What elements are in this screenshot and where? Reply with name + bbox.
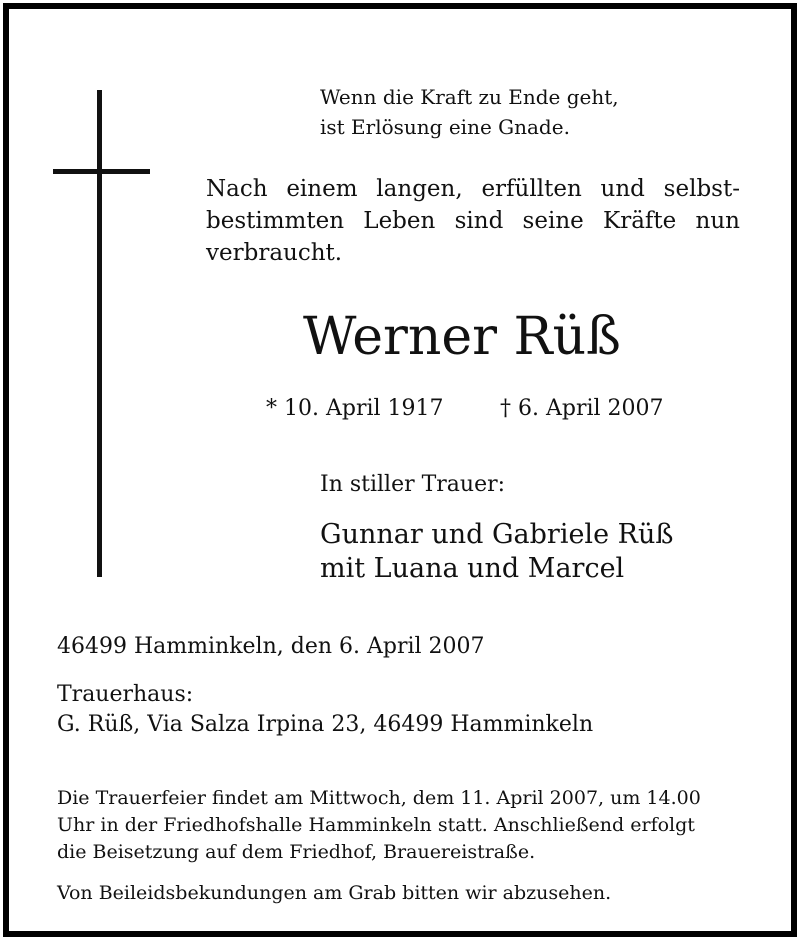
intro-line: bestimmten Leben sind seine Kräfte nun: [206, 208, 740, 234]
condolence-request: Von Beileidsbekundungen am Grab bitten wir abzusehen.: [57, 882, 612, 904]
ceremony-line: Uhr in der Friedhofshalle Hamminkeln statt. Anschließend erfolgt: [57, 814, 695, 836]
mourning-house-label: Trauerhaus:: [57, 682, 194, 707]
mourners-heading: In stiller Trauer:: [320, 472, 506, 497]
mourning-house: [57, 680, 593, 740]
motto-line: ist Erlösung eine Gnade.: [320, 115, 570, 139]
ceremony-line: Die Trauerfeier findet am Mittwoch, dem 11. April 2007, um 14.00: [57, 787, 701, 809]
intro-line: verbraucht.: [206, 240, 343, 266]
mourners-line: Gunnar und Gabriele Rüß: [320, 519, 674, 550]
place-date: 46499 Hamminkeln, den 6. April 2007: [57, 634, 485, 659]
cross-icon-vertical-beam: [97, 90, 102, 577]
mourners-line: mit Luana und Marcel: [320, 553, 625, 584]
motto-quote: [320, 82, 619, 142]
cross-icon-horizontal-beam: [53, 169, 150, 174]
death-date: † 6. April 2007: [500, 396, 664, 421]
mourning-house-address: G. Rüß, Via Salza Irpina 23, 46499 Hamminkeln: [57, 712, 594, 737]
intro-line: Nach einem langen, erfüllten und selbst-: [206, 176, 740, 202]
birth-date: * 10. April 1917: [266, 396, 444, 421]
ceremony-line: die Beisetzung auf dem Friedhof, Brauereistraße.: [57, 841, 536, 863]
ceremony-notice: [57, 785, 701, 866]
mourners-names: [320, 518, 673, 586]
motto-line: Wenn die Kraft zu Ende geht,: [320, 85, 619, 109]
deceased-name: Werner Rüß: [303, 307, 621, 367]
intro-text: [206, 173, 740, 269]
